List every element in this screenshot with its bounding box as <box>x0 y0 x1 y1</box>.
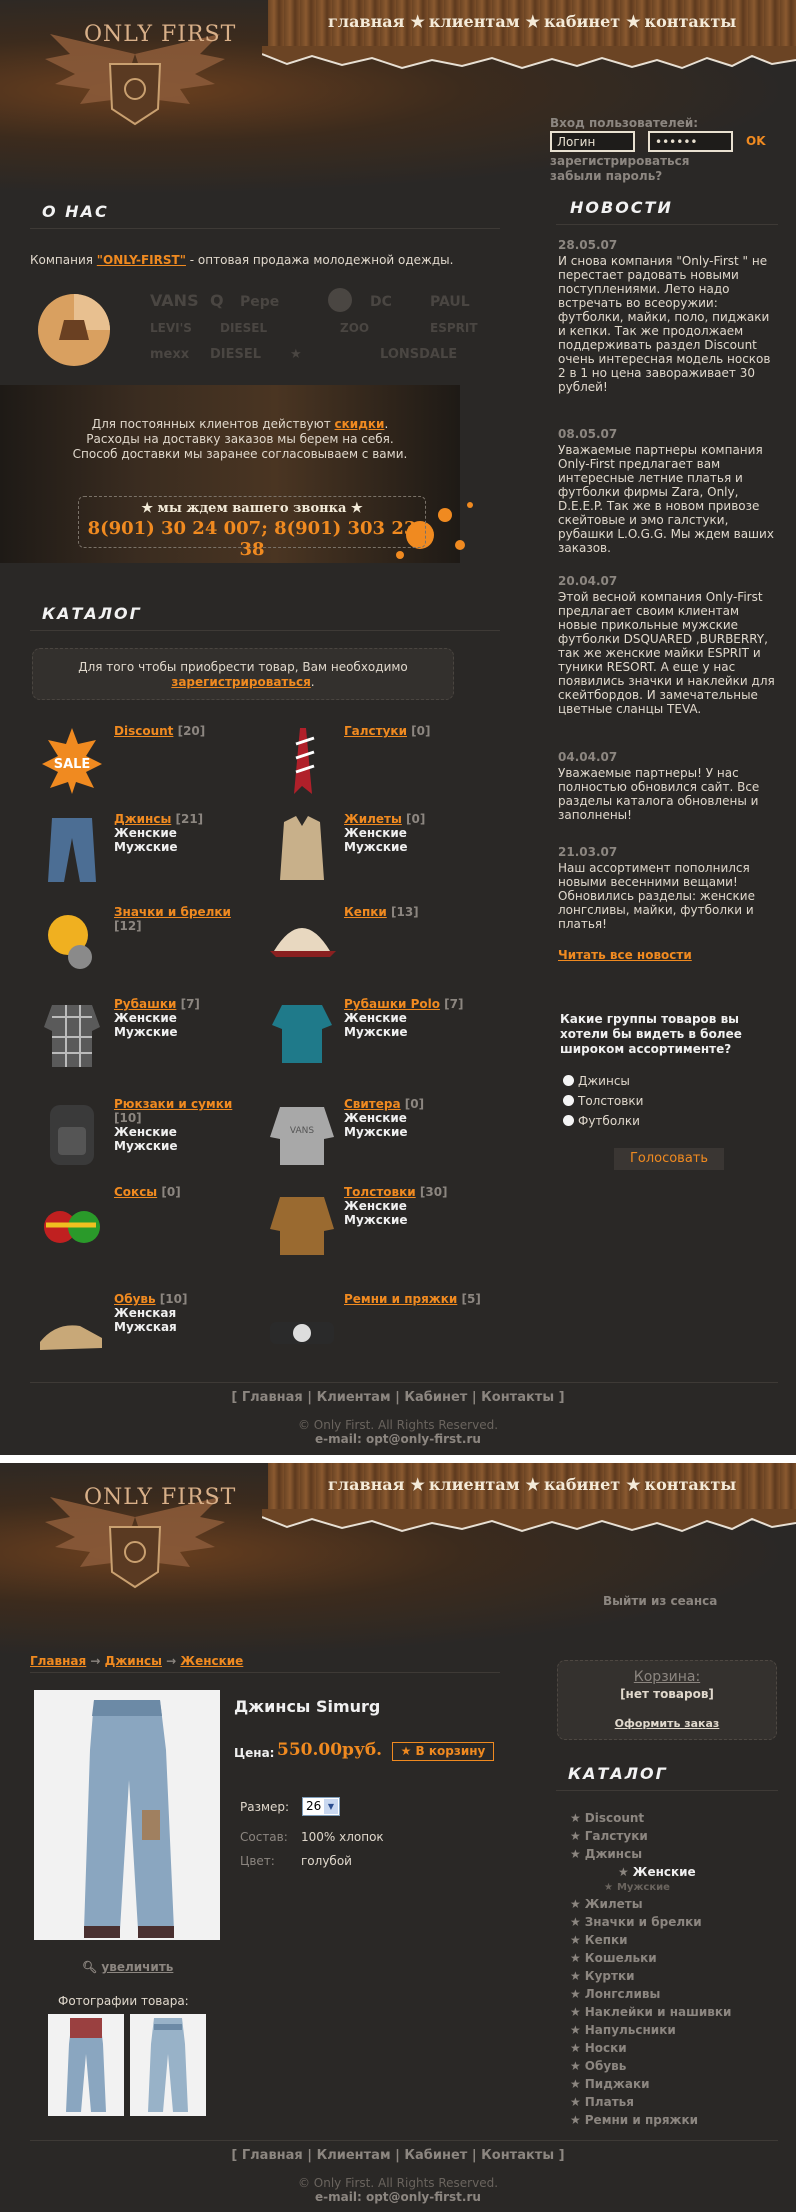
svg-text:DIESEL: DIESEL <box>220 321 268 335</box>
star-icon: ★ <box>570 2113 581 2127</box>
catalog-item-count: [10] <box>114 1111 142 1125</box>
breadcrumb: Главная → Джинсы → Женские <box>30 1654 244 1668</box>
product-category-icon[interactable] <box>36 997 108 1069</box>
catalog-item[interactable] <box>266 724 486 804</box>
footer-link-cabinet[interactable]: Кабинет <box>404 2148 468 2163</box>
cart-box <box>557 1660 777 1740</box>
side-catalog-item[interactable]: ★ Кошельки <box>570 1951 657 1965</box>
footer-email[interactable]: e-mail: opt@only-first.ru <box>315 1432 481 1446</box>
catalog-item-count: [20] <box>177 724 206 738</box>
star-icon: ★ <box>570 1847 581 1861</box>
product-category-icon[interactable] <box>266 812 338 884</box>
read-all-news-link[interactable]: Читать все новости <box>558 948 692 962</box>
price-label: Цена: <box>234 1746 275 1760</box>
product-category-icon[interactable] <box>36 724 108 796</box>
news-date: 28.05.07 <box>558 238 618 252</box>
side-catalog-item[interactable]: ★ Пиджаки <box>570 2077 650 2091</box>
magnifier-icon: 🔍︎ <box>82 1960 98 1974</box>
catalog-item-count: [0] <box>411 724 431 738</box>
divider <box>30 1382 778 1383</box>
forgot-password-link[interactable]: забыли пароль? <box>550 169 663 183</box>
footer-link-home[interactable]: Главная <box>241 1390 303 1405</box>
catalog-item-count: [12] <box>114 919 142 933</box>
catalog-item-count: [10] <box>159 1292 188 1306</box>
catalog-sub-link[interactable]: Женская <box>114 1306 177 1320</box>
catalog-item[interactable] <box>36 1097 256 1177</box>
poll-question: Какие группы товаров вы хотели бы видеть в более широком ассортименте? <box>560 1012 742 1056</box>
discount-link[interactable]: скидки <box>334 417 385 431</box>
news-text: Наш ассортимент пополнился новыми весенними вещами! Обновились разделы: женские лонгсливы, майки, футболки и платья! <box>558 861 755 931</box>
svg-text:Q: Q <box>210 291 224 310</box>
register-link[interactable]: зарегистрироваться <box>550 154 690 168</box>
company-link[interactable]: "ONLY-FIRST" <box>96 253 186 267</box>
catalog-item[interactable] <box>266 905 486 985</box>
poll-option[interactable]: Толстовки <box>563 1094 643 1108</box>
breadcrumb-women[interactable]: Женские <box>180 1654 244 1668</box>
divider <box>30 2140 778 2141</box>
svg-text:mexx: mexx <box>150 347 190 362</box>
radio-icon[interactable] <box>563 1095 574 1106</box>
side-catalog-sub-active[interactable]: ★ Женские <box>618 1865 696 1879</box>
divider <box>30 1672 500 1673</box>
side-catalog-item[interactable]: ★ Значки и брелки <box>570 1915 702 1929</box>
main-nav <box>328 1475 738 1494</box>
password-input[interactable]: •••••• <box>648 131 733 152</box>
price-value: 550.00руб. <box>277 1740 383 1760</box>
login-links <box>550 154 689 184</box>
star-icon: ★ <box>410 1475 425 1494</box>
logo-text: ONLY FIRST <box>84 1485 237 1510</box>
catalog-item[interactable] <box>266 1097 486 1177</box>
catalog-item-count: [7] <box>444 997 464 1011</box>
catalog-item-link[interactable]: Галстуки <box>344 724 407 738</box>
logout-link[interactable]: Выйти из сеанса <box>603 1594 718 1608</box>
svg-text:Pepe: Pepe <box>240 294 280 310</box>
catalog-register-link[interactable]: зарегистрироваться <box>171 675 311 689</box>
catalog-item-count: [5] <box>461 1292 481 1306</box>
checkout-link[interactable]: Оформить заказ <box>614 1717 720 1730</box>
poll-option[interactable]: Джинсы <box>563 1074 630 1088</box>
poll-option[interactable]: Футболки <box>563 1114 640 1128</box>
catalog-item-link[interactable]: Кепки <box>344 905 387 919</box>
register-note-box: Для того чтобы приобрести товар, Вам необходимо зарегистрироваться. <box>32 648 454 700</box>
product-category-icon[interactable] <box>36 812 108 884</box>
login-label: Вход пользователей: <box>550 116 699 130</box>
product-category-icon[interactable] <box>36 905 108 977</box>
product-thumbnail[interactable] <box>48 2014 124 2116</box>
catalog-sub-link[interactable]: Женские <box>114 1125 177 1139</box>
svg-text:PAUL: PAUL <box>430 294 470 310</box>
news-text: Уважаемые партнеры компания Only-First предлагает вам интересные летние платья и футболки фирмы Zara, Only, D.E.E.P. Так же в новом привозе скейтовые и эмо галстуки, рубашки L.O.G.G. Мы ждем ваших заказов. <box>558 443 774 555</box>
catalog-item-link[interactable]: Соксы <box>114 1185 158 1199</box>
composition-value: 100% хлопок <box>301 1830 384 1844</box>
catalog-item-count: [7] <box>180 997 200 1011</box>
footer-nav: [ Главная | Клиентам | Кабинет | Контакты ] <box>231 1390 565 1405</box>
login-ok-button[interactable]: OK <box>746 134 766 148</box>
catalog-sub-link[interactable]: Мужская <box>114 1320 177 1334</box>
svg-text:DC: DC <box>370 294 392 310</box>
star-icon: ★ <box>570 1897 581 1911</box>
product-title: Джинсы Simurg <box>234 1697 381 1716</box>
screenshot-separator <box>0 1455 796 1463</box>
catalog-item-link[interactable]: Толстовки <box>344 1185 416 1199</box>
jeans-thumb-icon <box>130 2014 206 2116</box>
side-catalog-item[interactable]: ★ Куртки <box>570 1969 635 1983</box>
catalog-item-link[interactable]: Джинсы <box>114 812 172 826</box>
phone-numbers: 8(901) 30 24 007; 8(901) 303 23 38 <box>87 518 417 560</box>
product-category-icon[interactable] <box>266 1185 338 1257</box>
divider <box>30 228 500 229</box>
about-heading: О НАС <box>42 202 109 221</box>
svg-text:★: ★ <box>290 347 302 362</box>
catalog-item-count: [13] <box>390 905 419 919</box>
divider <box>556 1790 778 1791</box>
chevron-down-icon[interactable]: ▼ <box>324 1799 338 1814</box>
news-item <box>558 238 778 394</box>
catalog-item-link[interactable]: Рюкзаки и сумки <box>114 1097 233 1111</box>
sticker-icon <box>34 290 114 370</box>
photos-label: Фотографии товара: <box>58 1994 189 2008</box>
radio-icon[interactable] <box>563 1075 574 1086</box>
nav-home[interactable]: главная <box>328 1475 405 1494</box>
star-icon: ★ <box>570 2041 581 2055</box>
news-text: И снова компания "Only-First " не перестает радовать новыми поступлениями. Лето надо встречать во всеоружии: футболки, майки, поло, пиджаки и кепки. Так же продолжаем поддерживать раздел Discount очень интересная модель носков 2 в 1 но цена завораживает 30 рублей! <box>558 254 771 394</box>
catalog-sub-link[interactable]: Мужские <box>344 1213 408 1227</box>
svg-text:LEVI'S: LEVI'S <box>150 321 192 335</box>
star-icon: ★ <box>570 1829 581 1843</box>
catalog-sub-link[interactable]: Женские <box>344 1011 407 1025</box>
star-icon: ★ <box>570 2005 581 2019</box>
nav-contacts[interactable]: контакты <box>644 12 737 31</box>
product-category-icon[interactable] <box>266 1097 338 1169</box>
news-date: 20.04.07 <box>558 574 618 588</box>
divider <box>556 224 778 225</box>
breadcrumb-jeans[interactable]: Джинсы <box>104 1654 162 1668</box>
star-icon: ★ <box>570 1969 581 1983</box>
catalog-item[interactable] <box>36 1292 256 1372</box>
side-catalog-item[interactable]: ★ Наклейки и нашивки <box>570 2005 732 2019</box>
size-label: Размер: <box>240 1800 290 1814</box>
side-catalog-item[interactable]: ★ Жилеты <box>570 1897 643 1911</box>
nav-contacts[interactable]: контакты <box>644 1475 737 1494</box>
torn-edge <box>262 46 796 72</box>
news-text: Этой весной компания Only-First предлагает своим клиентам новые прикольные мужские футболки DSQUARED ,BURBERRY, так же женские майки ESPRIT и туники RESORT. А еще у нас появились значки и наклейки для скейтбордов. И замечательные цветные сланцы TEVA. <box>558 590 775 716</box>
catalog-sub-link[interactable]: Женские <box>344 1199 407 1213</box>
footer-link-clients[interactable]: Клиентам <box>316 2148 391 2163</box>
product-category-icon[interactable] <box>266 997 338 1069</box>
nav-cabinet[interactable]: кабинет <box>543 12 621 31</box>
star-icon: ★ <box>570 1811 581 1825</box>
star-icon: ★ <box>525 12 540 31</box>
footer-link-contacts[interactable]: Контакты <box>481 2148 555 2163</box>
product-image[interactable] <box>34 1690 220 1940</box>
news-item <box>558 750 778 822</box>
jeans-thumb-icon <box>48 2014 124 2116</box>
color-label: Цвет: <box>240 1854 275 1868</box>
star-icon: ★ <box>570 1915 581 1929</box>
news-date: 04.04.07 <box>558 750 618 764</box>
catalog-heading: КАТАЛОГ <box>42 604 142 623</box>
side-catalog-item[interactable]: ★ Галстуки <box>570 1829 648 1843</box>
catalog-item-link[interactable]: Жилеты <box>344 812 402 826</box>
news-heading: НОВОСТИ <box>570 198 673 217</box>
catalog-item-link[interactable]: Обувь <box>114 1292 156 1306</box>
radio-icon[interactable] <box>563 1115 574 1126</box>
catalog-item-link[interactable]: Значки и брелки <box>114 905 231 919</box>
divider <box>30 630 500 631</box>
catalog-item-link[interactable]: Свитера <box>344 1097 401 1111</box>
news-item <box>558 427 778 555</box>
star-icon: ★ <box>570 1951 581 1965</box>
footer-link-contacts[interactable]: Контакты <box>481 1390 555 1405</box>
zoom-link[interactable]: 🔍︎ увеличить <box>82 1960 174 1974</box>
news-date: 08.05.07 <box>558 427 618 441</box>
news-date: 21.03.07 <box>558 845 618 859</box>
catalog-item[interactable] <box>36 812 256 892</box>
login-input[interactable]: Логин <box>550 131 635 152</box>
catalog-sub-link[interactable]: Женские <box>114 826 177 840</box>
news-item <box>558 574 778 716</box>
nav-cabinet[interactable]: кабинет <box>543 1475 621 1494</box>
product-category-icon[interactable] <box>266 1292 338 1364</box>
product-category-icon[interactable] <box>36 1097 108 1169</box>
catalog-item[interactable] <box>266 997 486 1077</box>
catalog-item-link[interactable]: Рубашки <box>114 997 177 1011</box>
catalog-sub-link[interactable]: Мужские <box>114 1139 178 1153</box>
catalog-item-link[interactable]: Рубашки Polo <box>344 997 440 1011</box>
footer-link-clients[interactable]: Клиентам <box>316 1390 391 1405</box>
side-catalog-item[interactable]: ★ Discount <box>570 1811 645 1825</box>
catalog-item[interactable] <box>36 905 256 985</box>
catalog-item[interactable] <box>36 724 256 804</box>
vote-button[interactable]: Голосовать <box>614 1148 724 1170</box>
svg-text:LONSDALE: LONSDALE <box>380 347 458 362</box>
star-icon: ★ <box>410 12 425 31</box>
nav-home[interactable]: главная <box>328 12 405 31</box>
promo-text: Для постоянных клиентов действуют скидки. Расходы на доставку заказов мы берем на себя. Способ доставки мы заранее согласовываем с вами. <box>72 417 408 461</box>
cart-title[interactable]: Корзина: <box>633 1669 701 1685</box>
footer-nav: [ Главная | Клиентам | Кабинет | Контакты ] <box>231 2148 565 2163</box>
side-catalog-item[interactable]: ★ Напульсники <box>570 2023 676 2037</box>
catalog-sub-link[interactable]: Мужские <box>114 840 178 854</box>
catalog-item[interactable] <box>36 997 256 1077</box>
nav-clients[interactable]: клиентам <box>428 12 520 31</box>
side-catalog-sub[interactable]: ★ Мужские <box>604 1882 670 1893</box>
catalog-item[interactable] <box>36 1185 256 1265</box>
copyright: © Only First. All Rights Reserved. e-mail: opt@only-first.ru <box>297 1418 499 1446</box>
footer-email[interactable]: e-mail: opt@only-first.ru <box>315 2190 481 2204</box>
main-nav <box>328 12 738 31</box>
catalog-sub-link[interactable]: Мужские <box>114 1025 178 1039</box>
catalog-sub-link[interactable]: Женские <box>344 1111 407 1125</box>
logo-text: ONLY FIRST <box>84 22 237 47</box>
product-category-icon[interactable] <box>36 1292 108 1364</box>
catalog-sub-link[interactable]: Мужские <box>344 1125 408 1139</box>
catalog-sub-link[interactable]: Женские <box>114 1011 177 1025</box>
side-catalog-item[interactable]: ★ Кепки <box>570 1933 628 1947</box>
side-catalog-item[interactable]: ★ Носки <box>570 2041 627 2055</box>
product-category-icon[interactable] <box>266 724 338 796</box>
catalog-sub-link[interactable]: Мужские <box>344 1025 408 1039</box>
news-text: Уважаемые партнеры! У нас полностью обновился сайт. Все разделы каталога обновлены и заполнены! <box>558 766 760 822</box>
catalog-item-count: [21] <box>175 812 204 826</box>
torn-edge <box>262 1509 796 1535</box>
side-catalog-heading: КАТАЛОГ <box>568 1764 668 1783</box>
star-icon: ★ <box>626 1475 641 1494</box>
catalog-item-count: [30] <box>419 1185 448 1199</box>
svg-text:ZOO: ZOO <box>340 321 370 335</box>
product-category-icon[interactable] <box>266 905 338 977</box>
side-catalog-item[interactable]: ★ Лонгсливы <box>570 1987 661 2001</box>
catalog-sub-link[interactable]: Женские <box>344 826 407 840</box>
footer-link-home[interactable]: Главная <box>241 2148 303 2163</box>
nav-clients[interactable]: клиентам <box>428 1475 520 1494</box>
star-icon: ★ <box>570 2077 581 2091</box>
about-text: Компания "ONLY-FIRST" - оптовая продажа молодежной одежды. <box>30 253 454 267</box>
catalog-item-link[interactable]: Discount <box>114 724 174 738</box>
add-to-cart-button[interactable]: ★ В корзину <box>392 1742 494 1761</box>
product-thumbnail[interactable] <box>130 2014 206 2116</box>
size-select[interactable]: 26 ▼ <box>302 1797 340 1816</box>
color-value: голубой <box>301 1854 352 1868</box>
phone-box <box>78 496 426 560</box>
news-item <box>558 845 778 931</box>
catalog-item-count: [0] <box>406 812 426 826</box>
star-icon: ★ <box>570 1933 581 1947</box>
star-icon: ★ <box>570 1987 581 2001</box>
catalog-item[interactable] <box>266 812 486 892</box>
catalog-item-count: [0] <box>161 1185 181 1199</box>
catalog-item-link[interactable]: Ремни и пряжки <box>344 1292 458 1306</box>
svg-text:VANS: VANS <box>289 1126 315 1136</box>
svg-text:VANS: VANS <box>150 291 199 310</box>
side-catalog-item[interactable]: ★ Джинсы <box>570 1847 643 1861</box>
catalog-item-count: [0] <box>404 1097 425 1111</box>
call-title: ★ мы ждем вашего звонка ★ <box>141 501 363 516</box>
product-category-icon[interactable] <box>36 1185 108 1257</box>
catalog-item[interactable] <box>266 1185 486 1265</box>
copyright: © Only First. All Rights Reserved. e-mail: opt@only-first.ru <box>297 2176 499 2204</box>
svg-text:ESPRIT: ESPRIT <box>430 321 478 335</box>
composition-label: Состав: <box>240 1830 288 1844</box>
svg-text:SALE: SALE <box>53 757 91 772</box>
jeans-photo-icon <box>34 1690 220 1940</box>
svg-text:DIESEL: DIESEL <box>210 347 262 362</box>
side-catalog-item[interactable]: ★ Обувь <box>570 2059 627 2073</box>
star-icon: ★ <box>570 2059 581 2073</box>
star-icon: ★ <box>626 12 641 31</box>
star-icon: ★ <box>570 2095 581 2109</box>
star-icon: ★ <box>570 2023 581 2037</box>
side-catalog-item[interactable]: ★ Ремни и пряжки <box>570 2113 699 2127</box>
catalog-sub-link[interactable]: Мужские <box>344 840 408 854</box>
footer-link-cabinet[interactable]: Кабинет <box>404 1390 468 1405</box>
star-icon: ★ <box>525 1475 540 1494</box>
catalog-item[interactable] <box>266 1292 486 1372</box>
side-catalog-item[interactable]: ★ Платья <box>570 2095 634 2109</box>
cart-status: [нет товаров] <box>620 1687 714 1701</box>
breadcrumb-home[interactable]: Главная <box>30 1654 87 1668</box>
brand-logos <box>140 282 524 368</box>
